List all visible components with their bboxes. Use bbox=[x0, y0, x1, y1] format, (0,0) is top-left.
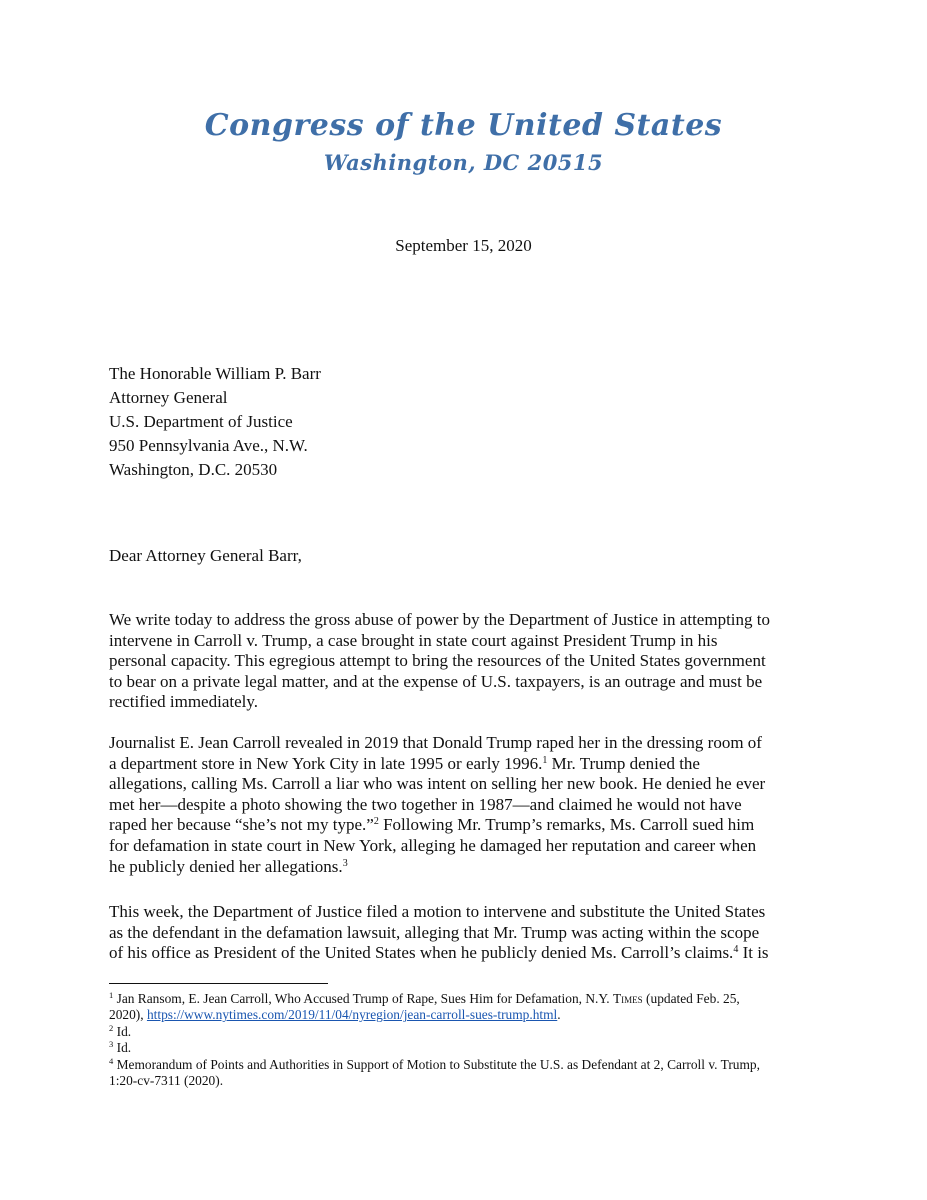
footnote-3 bbox=[109, 1040, 821, 1056]
footnote-ref-2[interactable]: 2 bbox=[373, 816, 379, 828]
recipient-city: Washington, D.C. 20530 bbox=[109, 460, 278, 479]
paragraph-2-line-2-text-b: Mr. Trump denied the bbox=[547, 753, 700, 773]
footnote-1-text-a: Jan Ransom, E. Jean Carroll, Who Accused Trump of Rape, Sues Him for Defamation, N.Y. bbox=[116, 991, 613, 1006]
footnote-1-link[interactable]: https://www.nytimes.com/2019/11/04/nyregion/jean-carroll-sues-trump.html bbox=[146, 1007, 558, 1023]
paragraph-3 bbox=[109, 902, 821, 964]
footnote-2 bbox=[109, 1024, 821, 1040]
footnote-1-line-2 bbox=[109, 1007, 821, 1023]
paragraph-2-line-7 bbox=[109, 857, 821, 878]
footnote-3-mark: 3 bbox=[109, 1039, 114, 1050]
paragraph-2-line-2-text-a: a department store in New York City in late 1995 or early 1996. bbox=[109, 753, 543, 773]
paragraph-2-line-1: Journalist E. Jean Carroll revealed in 2019 that Donald Trump raped her in the dressing room of bbox=[109, 733, 762, 752]
paragraph-1-line-2: intervene in Carroll v. Trump, a case brought in state court against President Trump in his bbox=[109, 630, 718, 650]
footnote-2-mark: 2 bbox=[109, 1022, 114, 1033]
footnotes bbox=[109, 991, 821, 1089]
paragraph-2-line-4: met her—despite a photo showing the two together in 1987—and claimed he would not have bbox=[109, 794, 742, 814]
footnote-3-text: Id. bbox=[116, 1040, 132, 1056]
paragraph-1-line-1: We write today to address the gross abuse of power by the Department of Justice in attempting to bbox=[109, 610, 770, 629]
paragraph-2-line-2 bbox=[109, 754, 821, 775]
paragraph-3-line-1: This week, the Department of Justice filed a motion to intervene and substitute the United States bbox=[109, 902, 766, 921]
footnote-divider bbox=[109, 983, 328, 984]
footnote-1-mark: 1 bbox=[109, 990, 114, 1000]
paragraph-2-line-7-text: he publicly denied her allegations. bbox=[109, 856, 343, 876]
paragraph-2-line-5-text-a: raped her because “she’s not my type.” bbox=[109, 815, 374, 835]
footnote-4-line-1 bbox=[109, 1057, 821, 1073]
paragraph-1-line-5: rectified immediately. bbox=[109, 692, 258, 712]
footnote-1-text-b: (updated Feb. 25, bbox=[642, 991, 740, 1006]
paragraph-3-line-3 bbox=[109, 943, 821, 964]
footnote-ref-1[interactable]: 1 bbox=[542, 754, 548, 766]
footnote-1-line-1 bbox=[109, 991, 821, 1007]
footnote-4-line-2: 1:20-cv-7311 (2020). bbox=[109, 1073, 224, 1089]
recipient-title: Attorney General bbox=[109, 388, 228, 407]
recipient-address-block bbox=[109, 362, 321, 482]
paragraph-3-line-3-text-b: It is bbox=[738, 943, 769, 963]
recipient-department: U.S. Department of Justice bbox=[109, 412, 293, 431]
footnote-1-text-c: 2020), bbox=[109, 1007, 147, 1023]
footnote-ref-3[interactable]: 3 bbox=[342, 857, 348, 869]
footnote-4-mark: 4 bbox=[109, 1055, 114, 1066]
paragraph-1-line-3: personal capacity. This egregious attempt to bring the resources of the United States government bbox=[109, 651, 766, 671]
paragraph-2-line-5 bbox=[109, 815, 821, 836]
paragraph-2-line-5-text-b: Following Mr. Trump’s remarks, Ms. Carroll sued him bbox=[378, 815, 755, 835]
recipient-street: 950 Pennsylvania Ave., N.W. bbox=[109, 436, 308, 455]
footnote-2-text: Id. bbox=[116, 1023, 132, 1039]
paragraph-1-line-4: to bear on a private legal matter, and at the expense of U.S. taxpayers, is an outrage and must be bbox=[109, 671, 763, 691]
paragraph-1 bbox=[109, 610, 821, 713]
paragraph-3-line-3-text-a: of his office as President of the United States when he publicly denied Ms. Carroll’s claims. bbox=[109, 943, 734, 963]
letterhead-title: Congress of the United States bbox=[204, 108, 723, 143]
footnote-1-text-d: . bbox=[557, 1007, 561, 1023]
footnote-ref-4[interactable]: 4 bbox=[733, 944, 739, 956]
footnote-4-text-a: Memorandum of Points and Authorities in Support of Motion to Substitute the U.S. as Defendant at 2, Carroll v. Trump, bbox=[116, 1056, 760, 1072]
paragraph-2-line-6: for defamation in state court in New York, alleging he damaged her reputation and career when bbox=[109, 835, 757, 855]
salutation: Dear Attorney General Barr, bbox=[109, 546, 302, 565]
paragraph-2 bbox=[109, 733, 821, 877]
letterhead-address: Washington, DC 20515 bbox=[323, 150, 604, 175]
letter-date: September 15, 2020 bbox=[395, 236, 532, 255]
recipient-name: The Honorable William P. Barr bbox=[109, 364, 321, 383]
paragraph-2-line-3: allegations, calling Ms. Carroll a liar who was intent on selling her new book. He denied he ever bbox=[109, 774, 766, 794]
paragraph-3-line-2: as the defendant in the defamation lawsuit, alleging that Mr. Trump was acting within the scope bbox=[109, 922, 760, 942]
footnote-1-publication: Times bbox=[613, 991, 643, 1006]
